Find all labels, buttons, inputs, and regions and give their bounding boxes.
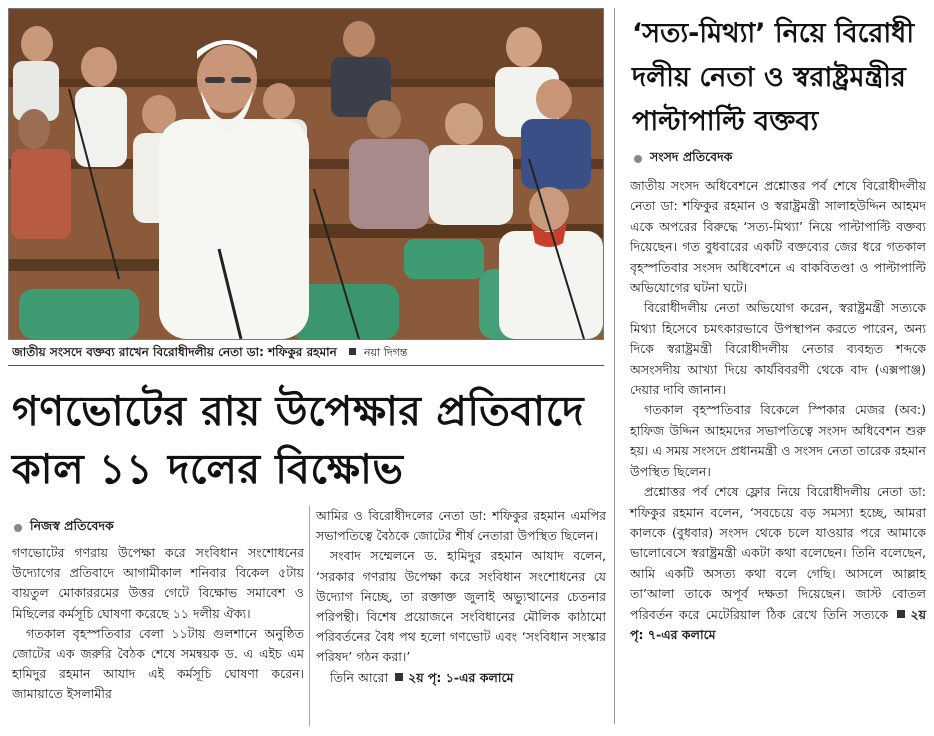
main-paragraph-1: গণভোটের গণরায় উপেক্ষা করে সংবিধান সংশোধনের উদ্যোগের প্রতিবাদে আগামীকাল শনিবার বিকেল ৫টায় বায়তুল মোকাররমের উত্তর গেটে বিক্ষোভ সমাবেশ ও মিছিলের কর্মসূচি ঘোষণা করেছে ১১ দলীয় ঐক্য।: [12, 545, 304, 621]
main-paragraph-4: সংবাদ সম্মেলনে ড. হামিদুর রহমান আযাদ বলেন, ‘সরকার গণরায় উপেক্ষা করে সংবিধান সংশোধনের যে উদ্যোগ নিচ্ছে, তা রক্তাক্ত জুলাই অভ্যুত্থানের চেতনার পরিপন্থী। বিশেষ প্রয়োজনে সংবিধানের মৌলিক কাঠামো পরিবর্তনের বৈধ পথ হলো গণভোট এবং ‘সংবিধান সংস্কার পরিষদ’ গঠন করা।’: [316, 548, 606, 665]
right-paragraph-2: বিরোধীদলীয় নেতা অভিযোগ করেন, স্বরাষ্ট্রমন্ত্রী সত্যকে মিথ্যা হিসেবে চমৎকারভাবে উপস্থাপন করতে পারেন, অন্য দিকে স্বরাষ্ট্রমন্ত্রী বিরোধীদলীয় নেতার ব্যবহৃত শব্দকে অসংসদীয় আখ্যা দিয়ে কার্যবিবরণী থেকে বাদ (এক্সপাঞ্জ) দেয়ার দাবি জানান।: [630, 300, 926, 398]
main-paragraph-3: আমির ও বিরোধীদলের নেতা ডা: শফিকুর রহমান এমপির সভাপতিত্বে বৈঠকে জোটের শীর্ষ নেতারা উপস্থিত ছিলেন।: [316, 508, 606, 544]
right-byline: [634, 149, 924, 169]
main-byline-text: নিজস্ব প্রতিবেদক: [30, 518, 114, 533]
main-paragraph-5: [316, 668, 606, 688]
main-byline: [14, 518, 304, 538]
right-continued-text: ২য় পৃ: ৭-এর কলামে: [630, 606, 926, 642]
main-headline-line2: কাল ১১ দলের বিক্ষোভ: [12, 445, 404, 493]
credit-square-icon: [349, 348, 356, 355]
caption-divider: [8, 365, 604, 366]
continued-square-icon: [897, 610, 905, 618]
right-byline-text: সংসদ প্রতিবেদক: [650, 149, 733, 164]
column-divider: [309, 506, 310, 726]
right-story-column: [630, 176, 926, 645]
right-paragraph-4-text: প্রশ্নোত্তর পর্ব শেষে ফ্লোর নিয়ে বিরোধীদলীয় নেতা ডা: শফিকুর রহমান বলেন, ‘সবচেয়ে বড় সমস্যা হচ্ছে, আমরা কালকে (বুধবার) সংসদ থেকে চলে যাওয়ার পরে আমাকে ভালোবেসে স্বরাষ্ট্রমন্ত্রী একটা কথা বলেছেন। তিনি বলেছেন, আমি একটি অসত্য কথা বলে গেছি। আসলে আল্লাহ তা’আলা তাকে অপূর্ব দক্ষতা দিয়েছেন। জাস্ট বোতল পরিবর্তন করে মেটেরিয়াল ঠিক রেখে তিনি সত্যকে: [630, 484, 926, 622]
main-paragraph-5-text: তিনি আরো: [330, 669, 389, 685]
main-headline-line1: গণভোটের রায় উপেক্ষার প্রতিবাদে: [12, 387, 585, 435]
main-continued-link[interactable]: [392, 670, 513, 685]
parliament-photo-illustration: [9, 9, 603, 339]
main-headline: [12, 382, 602, 498]
news-photo: [8, 8, 604, 340]
right-paragraph-1: জাতীয় সংসদ অধিবেশনে প্রশ্নোত্তর পর্ব শেষে বিরোধীদলীয় নেতা ডা: শফিকুর রহমান ও স্বরাষ্ট্রমন্ত্রী সালাহউদ্দিন আহমদ একে অপরের বিরুদ্ধে ‘সত্য-মিথ্যা’ নিয়ে পাল্টাপাল্টি বক্তব্য দিয়েছেন। গত বুধবারের একটি বক্তব্যের জের ধরে গতকাল বৃহস্পতিবার সংসদ অধিবেশনে এ বাকবিতণ্ডা ও পাল্টাপাল্টি অভিযোগের ঘটনা ঘটে।: [630, 178, 926, 296]
main-continued-text: ২য় পৃ: ১-এর কলামে: [408, 669, 514, 685]
right-headline: ‘সত্য-মিথ্যা’ নিয়ে বিরোধী দলীয় নেতা ও স্বরাষ্ট্রমন্ত্রীর পাল্টাপাল্টি বক্তব্য: [632, 18, 915, 137]
story-divider: [614, 8, 615, 724]
byline-bullet-icon: [634, 155, 642, 163]
right-paragraph-3: গতকাল বৃহস্পতিবার বিকেলে স্পিকার মেজর (অব:) হাফিজ উদ্দিন আহমদের সভাপতিত্বে সংসদ অধিবেশন শুরু হয়। এ সময় সংসদে প্রধানমন্ত্রী ও সংসদ নেতা তারেক রহমান উপস্থিত ছিলেন।: [630, 402, 926, 479]
continued-square-icon: [395, 673, 403, 681]
photo-credit: নয়া দিগন্ত: [363, 346, 408, 359]
photo-caption: [12, 342, 602, 362]
caption-text: জাতীয় সংসদে বক্তব্য রাখেন বিরোধীদলীয় নেতা ডা: শফিকুর রহমান: [12, 345, 337, 359]
right-paragraph-4: [630, 482, 926, 645]
byline-bullet-icon: [14, 524, 22, 532]
main-paragraph-2: গতকাল বৃহস্পতিবার বেলা ১১টায় গুলশানে অনুষ্ঠিত জোটের এক জরুরি বৈঠক শেষে সমন্বয়ক ড. এ এইচ এম হামিদুর রহমান আযাদ এই কর্মসূচি ঘোষণা করেন। জামায়াতে ইসলামীর: [12, 625, 304, 702]
main-story-column-1: [12, 543, 304, 705]
main-story-column-2: [316, 506, 606, 688]
